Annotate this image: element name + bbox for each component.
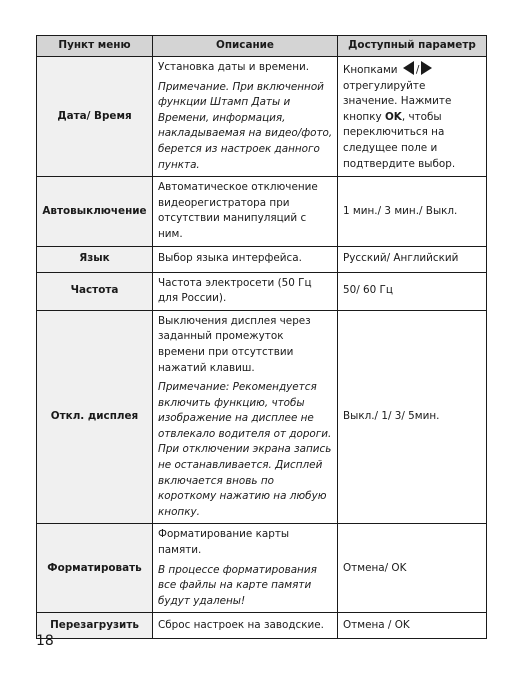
description-cell: Сброс настроек на заводские. <box>153 613 338 639</box>
param-cell: Русский/ Английский <box>338 246 487 272</box>
triangle-left-icon <box>403 61 414 75</box>
header-menu-item: Пункт меню <box>37 36 153 57</box>
table-row-reset <box>37 613 487 639</box>
description-note: В процессе форматирования все файлы на карте памяти будут удалены! <box>158 563 317 607</box>
param-cell: Выкл./ 1/ 3/ 5мин. <box>338 310 487 524</box>
description-note: Примечание. При включенной функции Штамп Даты и Времени, информация, накладываемая на видео/фото, берется из настроек данного пункта. <box>158 80 333 171</box>
table-row-display-off <box>37 310 487 524</box>
description-cell: Выбор языка интерфейса. <box>153 246 338 272</box>
description-text: Выключения дисплея через заданный промежуток времени при отсутствии нажатий клавиш. <box>158 314 311 374</box>
table-header-row <box>37 36 487 57</box>
description-note: Примечание: Рекомендуется включить функцию, чтобы изображение на дисплее не отвлекало водителя от дороги. При отключении экрана запись не останавливается. Дисплей включается вновь по короткому нажатию на любую кнопку. <box>158 381 332 518</box>
param-text-pre: Кнопками <box>343 64 398 76</box>
param-ok-key: OK <box>384 110 402 123</box>
param-cell: 1 мин./ 3 мин./ Выкл. <box>338 177 487 246</box>
menu-item-language: Язык <box>37 246 153 272</box>
menu-item-date-time: Дата/ Время <box>37 57 153 177</box>
param-cell: Отмена / OK <box>338 613 487 639</box>
table-row-format <box>37 524 487 613</box>
menu-item-display-off: Откл. дисплея <box>37 310 153 524</box>
description-text: Форматирование карты памяти. <box>158 528 290 557</box>
description-text: Установка даты и времени. <box>158 61 310 73</box>
settings-table <box>36 35 487 639</box>
description-cell: Частота электросети (50 Гц для России). <box>153 272 338 310</box>
menu-item-auto-off: Автовыключение <box>37 177 153 246</box>
menu-item-frequency: Частота <box>37 272 153 310</box>
table-row-language <box>37 246 487 272</box>
description-text: Автоматическое отключение видеорегистратора при отсутствии манипуляций с ним. <box>158 181 318 240</box>
param-text-post: , чтобы переключиться на следущее поле и подтвердите выбор. <box>343 110 456 170</box>
param-slash: / <box>415 64 420 76</box>
param-cell <box>338 57 487 177</box>
triangle-right-icon <box>421 61 432 75</box>
param-cell: 50/ 60 Гц <box>338 272 487 310</box>
header-available-param: Доступный параметр <box>338 36 487 57</box>
description-cell <box>153 57 338 177</box>
menu-item-format: Форматировать <box>37 524 153 613</box>
param-cell: Отмена/ OK <box>338 524 487 613</box>
param-text-mid: отрегулируйте значение. Нажмите кнопку <box>343 79 452 123</box>
description-cell <box>153 310 338 524</box>
page-number: 18 <box>36 633 54 649</box>
table-row-frequency <box>37 272 487 310</box>
table-row-auto-off <box>37 177 487 246</box>
menu-item-reset: Перезагрузить <box>37 613 153 639</box>
description-cell <box>153 177 338 246</box>
header-description: Описание <box>153 36 338 57</box>
description-cell <box>153 524 338 613</box>
table-row-date-time <box>37 57 487 177</box>
